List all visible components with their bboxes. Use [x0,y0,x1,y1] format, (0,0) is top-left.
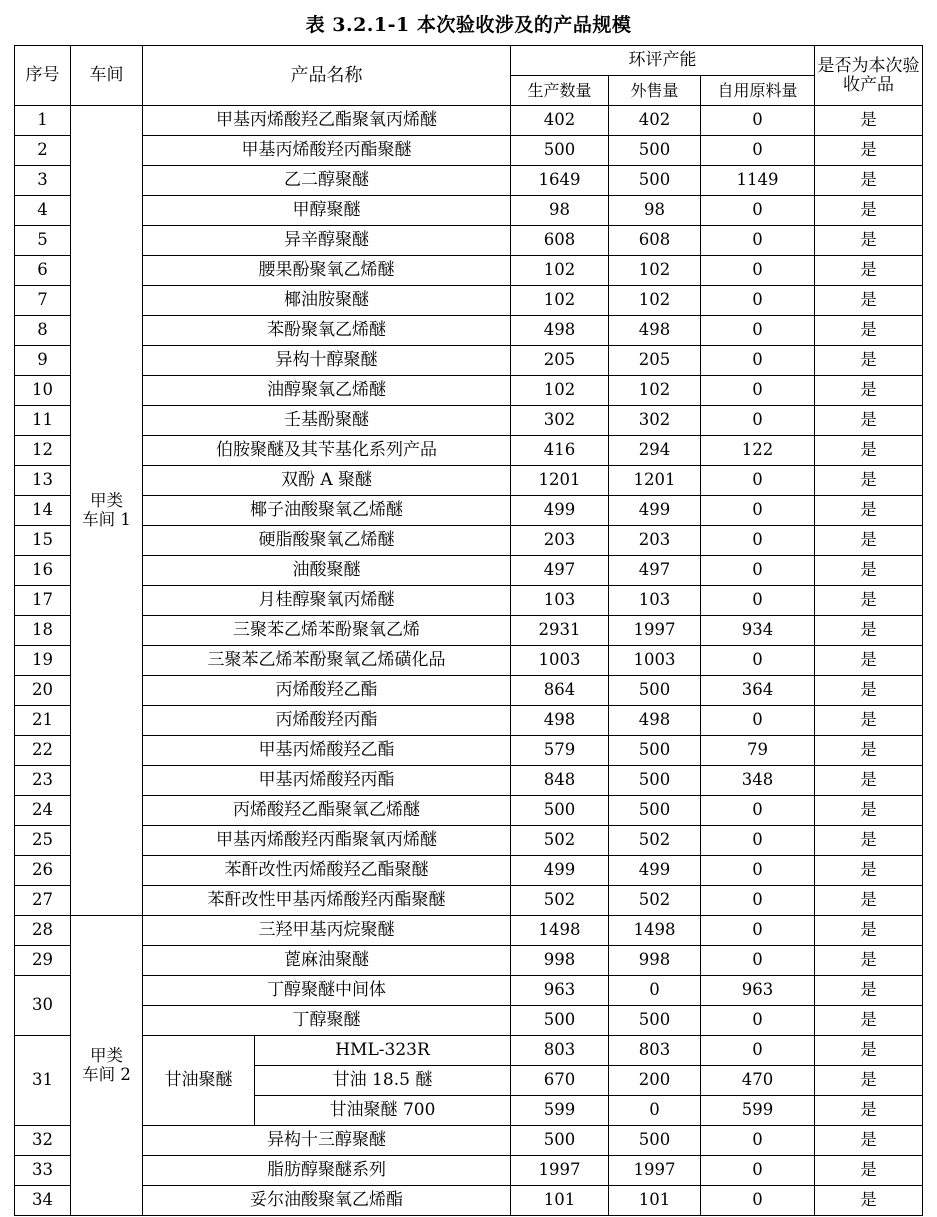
production-qty: 499 [511,856,609,886]
product-name: 丁醇聚醚中间体 [143,976,511,1006]
production-qty: 416 [511,436,609,466]
row-index: 12 [15,436,71,466]
self-use-material: 0 [701,1036,815,1066]
production-qty: 1003 [511,646,609,676]
self-use-material: 0 [701,406,815,436]
is-acceptance-product: 是 [815,796,923,826]
production-qty: 499 [511,496,609,526]
table-body [15,106,923,1216]
is-acceptance-product: 是 [815,346,923,376]
production-qty: 205 [511,346,609,376]
workshop-label-line2: 车间 1 [82,509,131,529]
self-use-material: 0 [701,226,815,256]
table-row [15,526,923,556]
product-name: 伯胺聚醚及其苄基化系列产品 [143,436,511,466]
row-index: 19 [15,646,71,676]
production-qty: 102 [511,376,609,406]
self-use-material: 0 [701,1186,815,1216]
external-sale: 102 [609,286,701,316]
product-name: 甘油聚醚 700 [255,1096,511,1126]
row-index: 7 [15,286,71,316]
table-row [15,736,923,766]
production-qty: 203 [511,526,609,556]
production-qty: 803 [511,1036,609,1066]
self-use-material: 0 [701,106,815,136]
table-row [15,826,923,856]
external-sale: 102 [609,256,701,286]
external-sale: 294 [609,436,701,466]
is-acceptance-product: 是 [815,646,923,676]
self-use-material: 963 [701,976,815,1006]
production-qty: 502 [511,886,609,916]
is-acceptance-product: 是 [815,1006,923,1036]
table-row [15,946,923,976]
external-sale: 500 [609,736,701,766]
is-acceptance-product: 是 [815,406,923,436]
row-index: 2 [15,136,71,166]
table-row [15,676,923,706]
self-use-material: 0 [701,796,815,826]
self-use-material: 0 [701,256,815,286]
is-acceptance-product: 是 [815,526,923,556]
product-scale-table [14,45,923,1216]
production-qty: 670 [511,1066,609,1096]
product-name: 甲基丙烯酸羟丙酯聚醚 [143,136,511,166]
product-name: 月桂醇聚氧丙烯醚 [143,586,511,616]
is-acceptance-product: 是 [815,556,923,586]
external-sale: 803 [609,1036,701,1066]
row-index: 14 [15,496,71,526]
workshop-cell-1 [71,106,143,916]
self-use-material: 0 [701,1006,815,1036]
production-qty: 599 [511,1096,609,1126]
production-qty: 498 [511,316,609,346]
external-sale: 500 [609,136,701,166]
self-use-material: 122 [701,436,815,466]
is-acceptance-product: 是 [815,1126,923,1156]
row-index: 24 [15,796,71,826]
self-use-material: 0 [701,556,815,586]
table-row [15,1156,923,1186]
external-sale: 998 [609,946,701,976]
self-use-material: 0 [701,1156,815,1186]
external-sale: 98 [609,196,701,226]
header-external-sale: 外售量 [609,76,701,106]
production-qty: 500 [511,1006,609,1036]
self-use-material: 0 [701,856,815,886]
external-sale: 500 [609,676,701,706]
row-index: 28 [15,916,71,946]
self-use-material: 0 [701,376,815,406]
workshop-label-line1: 甲类 [90,491,123,511]
table-row [15,706,923,736]
external-sale: 1003 [609,646,701,676]
table-row [15,916,923,946]
self-use-material: 0 [701,526,815,556]
table-row [15,286,923,316]
table-row [15,1126,923,1156]
external-sale: 500 [609,1006,701,1036]
table-row [15,406,923,436]
external-sale: 497 [609,556,701,586]
row-index: 15 [15,526,71,556]
self-use-material: 0 [701,946,815,976]
is-acceptance-product: 是 [815,106,923,136]
external-sale: 1201 [609,466,701,496]
self-use-material: 348 [701,766,815,796]
product-name: 三聚苯乙烯苯酚聚氧乙烯磺化品 [143,646,511,676]
production-qty: 2931 [511,616,609,646]
is-acceptance-product: 是 [815,766,923,796]
production-qty: 500 [511,136,609,166]
row-index: 17 [15,586,71,616]
table-row [15,226,923,256]
external-sale: 500 [609,796,701,826]
is-acceptance-product: 是 [815,1156,923,1186]
table-row [15,616,923,646]
product-name: 异构十醇聚醚 [143,346,511,376]
production-qty: 1498 [511,916,609,946]
product-name: 甲基丙烯酸羟乙酯 [143,736,511,766]
table-header-row-1 [15,46,923,76]
is-acceptance-product: 是 [815,946,923,976]
external-sale: 205 [609,346,701,376]
header-index: 序号 [15,46,71,106]
external-sale: 500 [609,1126,701,1156]
table-row [15,856,923,886]
is-acceptance-product: 是 [815,1186,923,1216]
external-sale: 502 [609,826,701,856]
is-acceptance-product: 是 [815,1066,923,1096]
row-index: 31 [15,1036,71,1126]
self-use-material: 0 [701,826,815,856]
header-self-use-material: 自用原料量 [701,76,815,106]
external-sale: 498 [609,316,701,346]
workshop-label-line2: 车间 2 [82,1064,131,1084]
is-acceptance-product: 是 [815,886,923,916]
external-sale: 498 [609,706,701,736]
product-name: 三羟甲基丙烷聚醚 [143,916,511,946]
product-name: 双酚 A 聚醚 [143,466,511,496]
is-acceptance-product: 是 [815,586,923,616]
production-qty: 402 [511,106,609,136]
row-index: 21 [15,706,71,736]
external-sale: 500 [609,166,701,196]
workshop-cell-2 [71,916,143,1216]
production-qty: 579 [511,736,609,766]
external-sale: 608 [609,226,701,256]
product-name: 椰子油酸聚氧乙烯醚 [143,496,511,526]
table-row [15,346,923,376]
product-name: 甲基丙烯酸羟丙酯聚氧丙烯醚 [143,826,511,856]
is-acceptance-product: 是 [815,316,923,346]
self-use-material: 0 [701,496,815,526]
table-row [15,1036,923,1066]
row-index: 20 [15,676,71,706]
is-acceptance-product: 是 [815,676,923,706]
table-row [15,976,923,1006]
external-sale: 499 [609,856,701,886]
product-name: 异构十三醇聚醚 [143,1126,511,1156]
self-use-material: 0 [701,706,815,736]
product-name: 丙烯酸羟丙酯 [143,706,511,736]
production-qty: 1997 [511,1156,609,1186]
external-sale: 1498 [609,916,701,946]
is-acceptance-product: 是 [815,496,923,526]
is-acceptance-product: 是 [815,166,923,196]
is-acceptance-product: 是 [815,286,923,316]
header-capacity-group: 环评产能 [511,46,815,76]
row-index: 4 [15,196,71,226]
production-qty: 498 [511,706,609,736]
table-row [15,556,923,586]
external-sale: 1997 [609,1156,701,1186]
product-name: 三聚苯乙烯苯酚聚氧乙烯 [143,616,511,646]
production-qty: 103 [511,586,609,616]
page-title: 表 3.2.1-1 本次验收涉及的产品规模 [305,14,632,36]
row-index: 22 [15,736,71,766]
is-acceptance-product: 是 [815,136,923,166]
self-use-material: 0 [701,196,815,226]
production-qty: 98 [511,196,609,226]
self-use-material: 0 [701,286,815,316]
table-row [15,466,923,496]
product-name: 苯酐改性丙烯酸羟乙酯聚醚 [143,856,511,886]
table-row [15,1186,923,1216]
product-name: 壬基酚聚醚 [143,406,511,436]
is-acceptance-product: 是 [815,916,923,946]
row-index: 16 [15,556,71,586]
is-acceptance-product: 是 [815,826,923,856]
self-use-material: 1149 [701,166,815,196]
production-qty: 864 [511,676,609,706]
product-name: 甲醇聚醚 [143,196,511,226]
table-row [15,886,923,916]
product-name: 乙二醇聚醚 [143,166,511,196]
self-use-material: 364 [701,676,815,706]
table-row [15,256,923,286]
row-index: 30 [15,976,71,1036]
is-acceptance-product: 是 [815,256,923,286]
production-qty: 1649 [511,166,609,196]
product-name: 蓖麻油聚醚 [143,946,511,976]
table-row [15,766,923,796]
row-index: 11 [15,406,71,436]
external-sale: 499 [609,496,701,526]
product-name: 妥尔油酸聚氧乙烯酯 [143,1186,511,1216]
product-name: HML-323R [255,1036,511,1066]
header-workshop: 车间 [71,46,143,106]
row-index: 3 [15,166,71,196]
external-sale: 402 [609,106,701,136]
production-qty: 963 [511,976,609,1006]
product-name: 甲基丙烯酸羟乙酯聚氧丙烯醚 [143,106,511,136]
is-acceptance-product: 是 [815,466,923,496]
self-use-material: 0 [701,886,815,916]
table-row [15,136,923,166]
production-qty: 102 [511,286,609,316]
external-sale: 200 [609,1066,701,1096]
self-use-material: 79 [701,736,815,766]
row-index: 18 [15,616,71,646]
product-name: 油酸聚醚 [143,556,511,586]
self-use-material: 0 [701,466,815,496]
row-index: 32 [15,1126,71,1156]
header-product-name: 产品名称 [143,46,511,106]
table-row [15,316,923,346]
production-qty: 497 [511,556,609,586]
external-sale: 203 [609,526,701,556]
is-acceptance-product: 是 [815,196,923,226]
row-index: 9 [15,346,71,376]
external-sale: 500 [609,766,701,796]
table-row [15,496,923,526]
production-qty: 998 [511,946,609,976]
table-row [15,196,923,226]
product-name: 椰油胺聚醚 [143,286,511,316]
product-name: 丁醇聚醚 [143,1006,511,1036]
production-qty: 500 [511,796,609,826]
product-name: 硬脂酸聚氧乙烯醚 [143,526,511,556]
self-use-material: 0 [701,346,815,376]
is-acceptance-product: 是 [815,1036,923,1066]
table-row [15,796,923,826]
production-qty: 608 [511,226,609,256]
row-index: 1 [15,106,71,136]
workshop-label-line1: 甲类 [90,1046,123,1066]
self-use-material: 470 [701,1066,815,1096]
row-index: 33 [15,1156,71,1186]
table-row [15,436,923,466]
production-qty: 302 [511,406,609,436]
self-use-material: 0 [701,916,815,946]
external-sale: 0 [609,1096,701,1126]
row-index: 27 [15,886,71,916]
row-index: 6 [15,256,71,286]
is-acceptance-product: 是 [815,706,923,736]
header-production-qty: 生产数量 [511,76,609,106]
self-use-material: 0 [701,586,815,616]
production-qty: 848 [511,766,609,796]
row-index: 5 [15,226,71,256]
is-acceptance-product: 是 [815,226,923,256]
production-qty: 502 [511,826,609,856]
table-row [15,106,923,136]
external-sale: 102 [609,376,701,406]
product-name: 脂肪醇聚醚系列 [143,1156,511,1186]
row-index: 25 [15,826,71,856]
external-sale: 1997 [609,616,701,646]
production-qty: 1201 [511,466,609,496]
product-name: 丙烯酸羟乙酯聚氧乙烯醚 [143,796,511,826]
is-acceptance-product: 是 [815,376,923,406]
external-sale: 302 [609,406,701,436]
product-name: 腰果酚聚氧乙烯醚 [143,256,511,286]
self-use-material: 934 [701,616,815,646]
product-name: 丙烯酸羟乙酯 [143,676,511,706]
is-acceptance-product: 是 [815,736,923,766]
self-use-material: 0 [701,316,815,346]
row-index: 23 [15,766,71,796]
product-name: 油醇聚氧乙烯醚 [143,376,511,406]
row-index: 34 [15,1186,71,1216]
table-row [15,646,923,676]
product-group-name: 甘油聚醚 [143,1036,255,1126]
product-name: 甘油 18.5 醚 [255,1066,511,1096]
is-acceptance-product: 是 [815,856,923,886]
table-head [15,46,923,106]
self-use-material: 0 [701,1126,815,1156]
self-use-material: 599 [701,1096,815,1126]
table-row [15,586,923,616]
production-qty: 102 [511,256,609,286]
row-index: 8 [15,316,71,346]
is-acceptance-product: 是 [815,1096,923,1126]
self-use-material: 0 [701,646,815,676]
row-index: 10 [15,376,71,406]
external-sale: 0 [609,976,701,1006]
self-use-material: 0 [701,136,815,166]
production-qty: 101 [511,1186,609,1216]
external-sale: 103 [609,586,701,616]
table-row [15,166,923,196]
product-name: 苯酐改性甲基丙烯酸羟丙酯聚醚 [143,886,511,916]
external-sale: 101 [609,1186,701,1216]
external-sale: 502 [609,886,701,916]
row-index: 29 [15,946,71,976]
product-name: 苯酚聚氧乙烯醚 [143,316,511,346]
product-name: 甲基丙烯酸羟丙酯 [143,766,511,796]
row-index: 26 [15,856,71,886]
table-row [15,376,923,406]
is-acceptance-product: 是 [815,616,923,646]
production-qty: 500 [511,1126,609,1156]
is-acceptance-product: 是 [815,436,923,466]
product-name: 异辛醇聚醚 [143,226,511,256]
header-is-acceptance-product: 是否为本次验收产品 [815,46,923,106]
row-index: 13 [15,466,71,496]
is-acceptance-product: 是 [815,976,923,1006]
table-row [15,1006,923,1036]
